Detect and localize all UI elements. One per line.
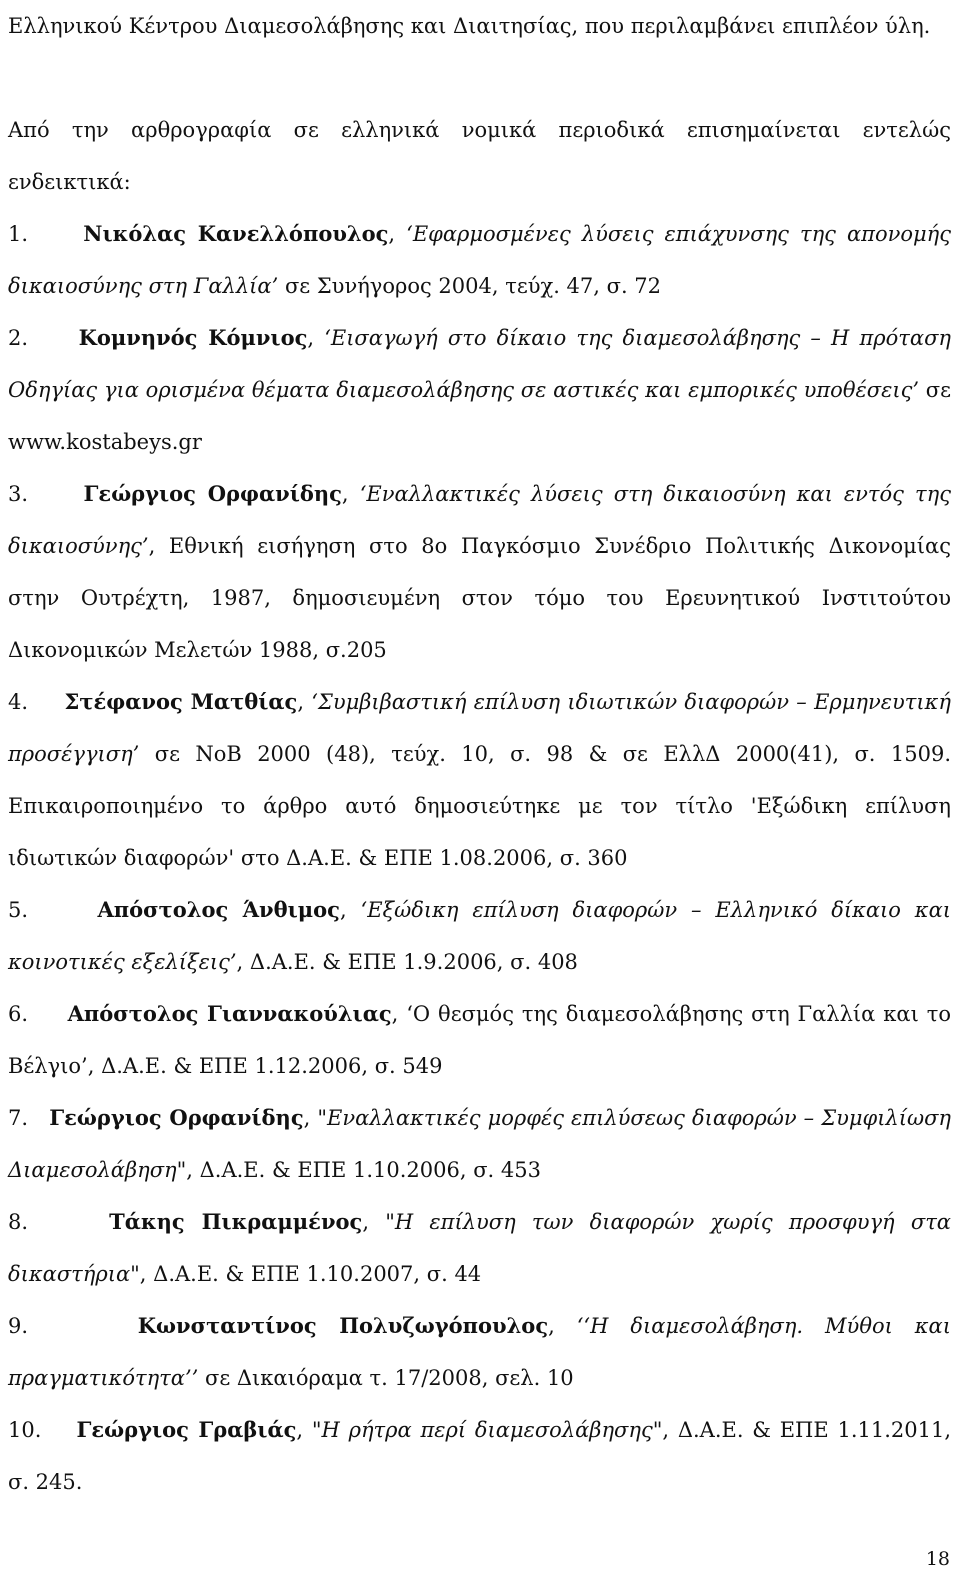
reference-separator: ,: [341, 482, 360, 506]
reference-number: 3.: [8, 482, 29, 506]
reference-separator: ,: [388, 222, 407, 246]
reference-title: "Εναλλακτικές μορφές επιλύσεως διαφορών – Συμφιλίωση Διαμεσολάβηση": [8, 1106, 952, 1182]
reference-author: Γεώργιος Ορφανίδης: [49, 1105, 304, 1130]
reference-number: 8.: [8, 1210, 29, 1234]
reference-number: 5.: [8, 898, 29, 922]
reference-title: "Η επίλυση των διαφορών χωρίς προσφυγή στα δικαστήρια": [8, 1210, 951, 1286]
reference-item: [8, 1300, 951, 1404]
reference-source: , Δ.Α.Ε. & ΕΠΕ 1.10.2006, σ. 453: [186, 1158, 541, 1182]
reference-item: [8, 1196, 951, 1300]
reference-author: Τάκης Πικραμμένος: [109, 1209, 363, 1234]
reference-title: ‘Εισαγωγή στο δίκαιο της διαμεσολάβησης – Η πρόταση Οδηγίας για ορισμένα θέματα διαμεσολάβησης σε αστικές και εμπορικές υποθέσεις’: [8, 326, 951, 402]
reference-separator: ,: [307, 326, 325, 350]
intro-continuation: Ελληνικού Κέντρου Διαμεσολάβησης και Διαιτησίας, που περιλαμβάνει επιπλέον ύλη.: [8, 14, 931, 38]
reference-number: 4.: [8, 690, 29, 714]
reference-source: σε Συνήγορος 2004, τεύχ. 47, σ. 72: [278, 274, 662, 298]
reference-title: "Η ρήτρα περί διαμεσολάβησης": [311, 1418, 663, 1442]
reference-source: , Δ.Α.Ε. & ΕΠΕ 1.9.2006, σ. 408: [236, 950, 578, 974]
reference-title: ‘Ο θεσμός της διαμεσολάβησης στη Γαλλία και το Βέλγιο’: [8, 1002, 951, 1078]
reference-title: ‘Συμβιβαστική επίλυση ιδιωτικών διαφορών – Ερμηνευτική προσέγγιση’: [8, 690, 951, 766]
reference-author: Γεώργιος Ορφανίδης: [83, 481, 342, 506]
page-number: 18: [925, 1548, 950, 1570]
reference-item: [8, 468, 951, 676]
reference-separator: ,: [391, 1002, 407, 1026]
reference-item: [8, 312, 951, 468]
reference-item: [8, 1404, 951, 1508]
reference-author: Απόστολος Άνθιμος: [97, 897, 340, 922]
reference-author: Νικόλας Κανελλόπουλος: [83, 221, 389, 246]
reference-separator: ,: [296, 1418, 312, 1442]
reference-source: σε Δικαιόραμα τ. 17/2008, σελ. 10: [198, 1366, 574, 1390]
reference-title: ‘Εναλλακτικές λύσεις στη δικαιοσύνη και εντός της δικαιοσύνης’: [8, 482, 952, 558]
reference-source: σε ΝοΒ 2000 (48), τεύχ. 10, σ. 98 & σε ΕλλΔ 2000(41), σ. 1509. Επικαιροποιημένο το άρθρο αυτό δημοσιεύτηκε με τον τίτλο 'Εξώδικη επίλυση ιδιωτικών διαφορών' στο Δ.Α.Ε. & ΕΠΕ 1.08.2006, σ. 360: [8, 742, 951, 870]
reference-separator: ,: [548, 1314, 577, 1338]
reference-item: [8, 884, 951, 988]
reference-number: 1.: [8, 222, 29, 246]
reference-number: 6.: [8, 1002, 29, 1026]
reference-item: [8, 208, 951, 312]
reference-source: , Δ.Α.Ε. & ΕΠΕ 1.10.2007, σ. 44: [139, 1262, 482, 1286]
reference-source: , Εθνική εισήγηση στο 8ο Παγκόσμιο Συνέδριο Πολιτικής Δικονομίας στην Ουτρέχτη, 1987, δημοσιευμένη στον τόμο του Ερευνητικού Ινστιτούτου Δικονομικών Μελετών 1988, σ.205: [8, 534, 951, 662]
reference-source: , Δ.Α.Ε. & ΕΠΕ 1.11.2011, σ. 245.: [8, 1418, 952, 1494]
reference-separator: ,: [362, 1210, 386, 1234]
reference-separator: ,: [339, 898, 361, 922]
paragraph-gap: [8, 52, 951, 104]
reference-item: [8, 676, 951, 884]
document-body: [8, 0, 951, 1508]
reference-author: Απόστολος Γιαννακούλιας: [67, 1001, 392, 1026]
reference-number: 10.: [8, 1418, 42, 1442]
intro-lead: Από την αρθρογραφία σε ελληνικά νομικά περιοδικά επισημαίνεται εντελώς ενδεικτικά:: [8, 118, 951, 194]
reference-separator: ,: [303, 1106, 318, 1130]
reference-author: Γεώργιος Γραβιάς: [76, 1417, 297, 1442]
reference-source: , Δ.Α.Ε. & ΕΠΕ 1.12.2006, σ. 549: [87, 1054, 443, 1078]
reference-title: ‘‘Η διαμεσολάβηση. Μύθοι και πραγματικότητα’’: [8, 1314, 951, 1390]
reference-author: Κωνσταντίνος Πολυζωγόπουλος: [137, 1313, 549, 1338]
reference-separator: ,: [297, 690, 312, 714]
reference-number: 9.: [8, 1314, 29, 1338]
reference-title: ‘Εξώδικη επίλυση διαφορών – Ελληνικό δίκαιο και κοινοτικές εξελίξεις’: [8, 898, 951, 974]
reference-source: σε www.kostabeys.gr: [8, 378, 952, 454]
reference-author: Κομνηνός Κόμνιος: [78, 325, 308, 350]
reference-title: ‘Εφαρμοσμένες λύσεις επιάχυνσης της απονομής δικαιοσύνης στη Γαλλία’: [8, 222, 951, 298]
reference-number: 7.: [8, 1106, 29, 1130]
reference-number: 2.: [8, 326, 29, 350]
reference-author: Στέφανος Ματθίας: [64, 689, 298, 714]
reference-item: [8, 988, 951, 1092]
reference-item: [8, 1092, 951, 1196]
